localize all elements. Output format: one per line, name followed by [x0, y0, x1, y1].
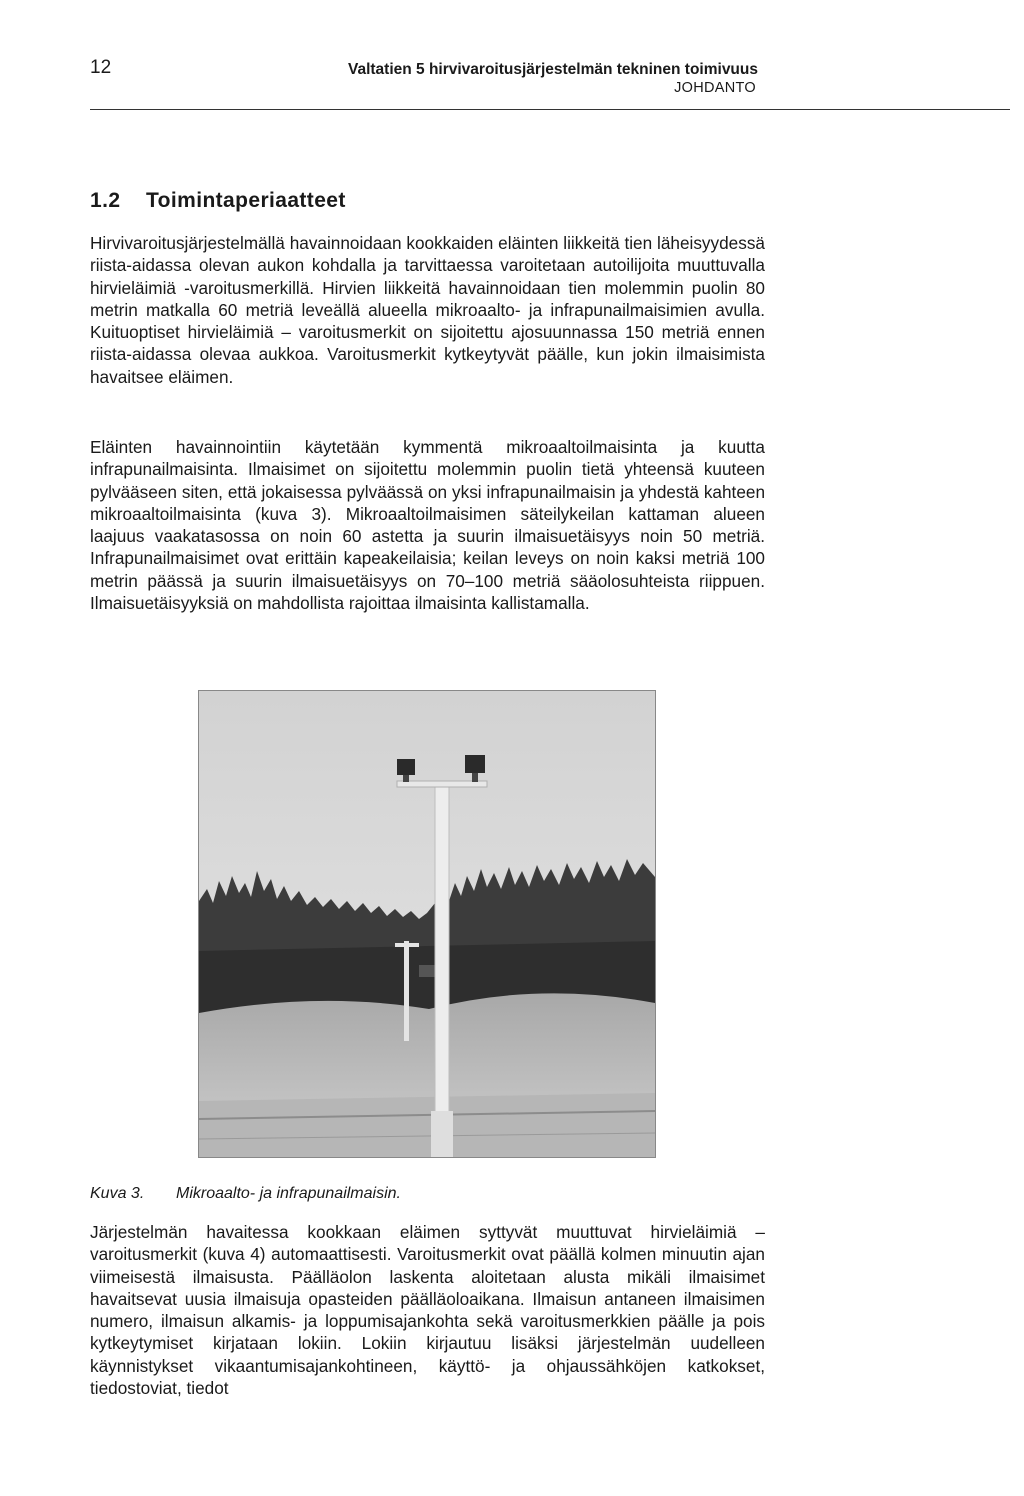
paragraph-1: Hirvivaroitusjärjestelmällä havainnoidaan kookkaiden eläinten liikkeitä tien läheisyydessä riista-aidassa olevan aukon kohdalla ja tarvittaessa varoitetaan autoilijoita muuttuvalla hirvieläimiä -varoitusmerkillä. Hirvien liikkeitä havainnoidaan tien molemmin puolin 80 metrin matkalla 60 metriä leveällä alueella mikroaalto- ja infrapunailmaisimien avulla. Kuituoptiset hirvieläimiä – varoitusmerkit on sijoitettu ajosuunnassa 150 metriä ennen riista-aidassa olevaa aukkoa. Varoitusmerkit kytkeytyvät päälle, kun jokin ilmaisimista havaitsee eläimen.: [90, 233, 765, 387]
section-number: 1.2: [90, 189, 121, 212]
figure-label: Kuva 3.: [90, 1185, 145, 1202]
section-title: Toimintaperiaatteet: [146, 189, 346, 212]
figure-caption: [90, 1185, 401, 1203]
section-heading: [90, 189, 346, 213]
running-header-title: Valtatien 5 hirvivaroitusjärjestelmän tekninen toimivuus: [347, 61, 758, 78]
figure-caption-text: Mikroaalto- ja infrapunailmaisin.: [176, 1185, 401, 1202]
paragraph-3: Järjestelmän havaitessa kookkaan eläimen syttyvät muuttuvat hirvieläimiä – varoitusmerkit (kuva 4) automaattisesti. Varoitusmerkit ovat päällä kolmen minuutin ajan viimeisestä ilmaisusta. Päälläolon laskenta aloitetaan alusta mikäli ilmaisimet havaitsevat uusia ilmaisuja opasteiden päälläoloaikana. Ilmaisun antaneen ilmaisimen numero, ilmaisun alkamis- ja loppumisajankohta sekä varoitusmerkkien päälle ja pois kytkeytymiset kirjataan lokiin. Lokiin kirjautuu lisäksi järjestelmän uudelleen käynnistykset vikaantumisajankohtineen, käyttö- ja ohjaussähköjen katkokset, tiedostoviat, tiedot: [90, 1222, 765, 1399]
header-divider: [90, 109, 1010, 110]
detector-photo: [198, 690, 656, 1158]
page-number: 12: [90, 57, 112, 78]
detector-photo-image: [199, 691, 655, 1157]
running-header-section: JOHDANTO: [674, 80, 756, 96]
paragraph-2: Eläinten havainnointiin käytetään kymmentä mikroaaltoilmaisinta ja kuutta infrapunailmaisinta. Ilmaisimet on sijoitettu molemmin puolin tietä yhteensä kuuteen pylvääseen siten, että jokaisessa pylväässä on yksi infrapunailmaisin ja yhdestä kahteen mikroaaltoilmaisinta (kuva 3). Mikroaaltoilmaisimen säteilykeilan kattaman alueen laajuus vaakatasossa on noin 60 astetta ja suurin ilmaisuetäisyys noin 50 metriä. Infrapunailmaisimet ovat erittäin kapeakeilaisia; keilan leveys on noin kaksi metriä 100 metrin päässä ja suurin ilmaisuetäisyys on 70–100 metriä sääolosuhteista riippuen. Ilmaisuetäisyyksiä on mahdollista rajoittaa ilmaisinta kallistamalla.: [90, 437, 765, 614]
